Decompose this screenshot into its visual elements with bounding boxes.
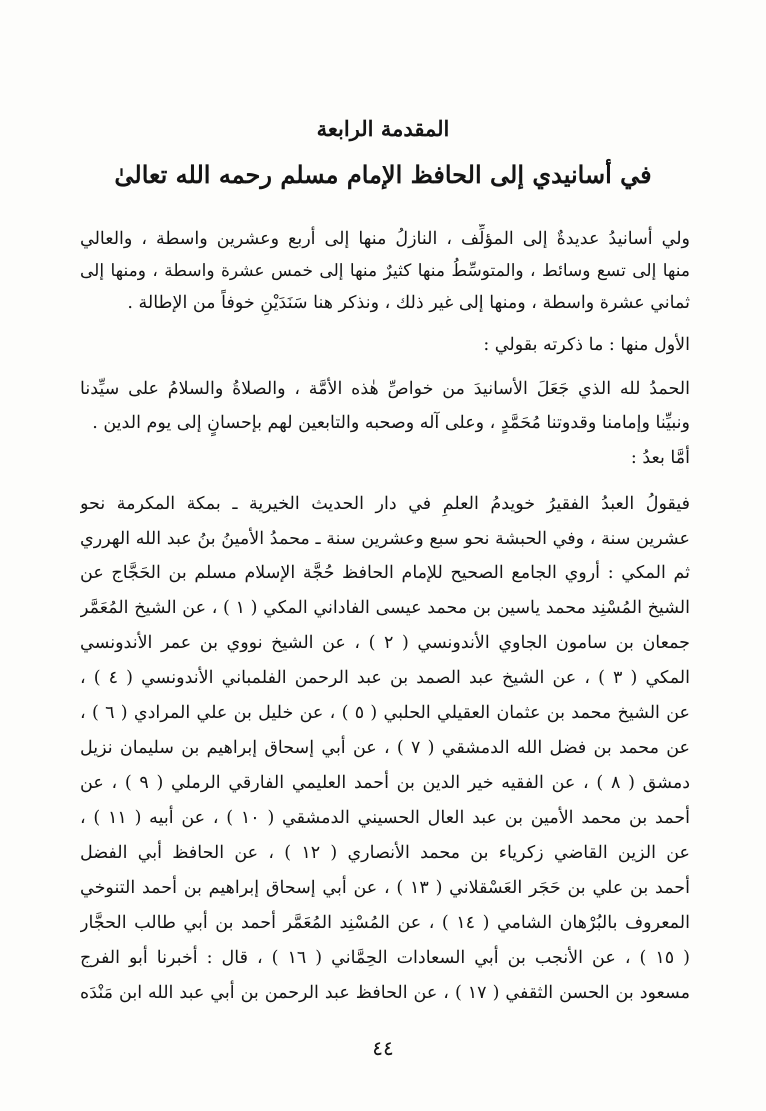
paragraph-3-line: الشيخ المُسْنِد محمد ياسين بن محمد عيسى الفاداني المكي ( ١ ) ، عن الشيخ المُعَمَّر — [80, 598, 690, 618]
paragraph-3-line: عن محمد بن فضل الله الدمشقي ( ٧ ) ، عن أبي إسحاق إبراهيم بن سليمان نزيل — [80, 738, 690, 758]
paragraph-2-line: ونبيِّنا وإمامنا وقدوتنا مُحَمَّدٍ ، وعلى آله وصحبه والتابعين لهم بإحسانٍ إلى يوم الدين . — [92, 413, 690, 433]
first-chain-label: الأول منها : ما ذكرته بقولي : — [483, 335, 690, 355]
paragraph-3-line: المعروف بالبُرْهان الشامي ( ١٤ ) ، عن المُسْنِد المُعَمَّر أحمد بن أبي طالب الحجَّار — [80, 913, 690, 933]
paragraph-3-line: المكي ( ٣ ) ، عن الشيخ عبد الصمد بن عبد الرحمن الفلمباني الأندونسي ( ٤ ) ، — [80, 668, 690, 688]
paragraph-3-line: ثم المكي : أروي الجامع الصحيح للإمام الحافظ حُجَّة الإسلام مسلم بن الحَجَّاج عن — [80, 563, 690, 583]
paragraph-3-line: عن الزين القاضي زكرياء بن محمد الأنصاري ( ١٢ ) ، عن الحافظ أبي الفضل — [80, 843, 690, 863]
paragraph-1-line: منها إلى تسع وسائط ، والمتوسِّطُ منها كثيرٌ منها إلى خمس عشرة واسطة ، ومنها إلى — [80, 261, 690, 281]
page-number: ٤٤ — [372, 1036, 394, 1060]
paragraph-1-line: ولي أسانيدُ عديدةٌ إلى المؤلِّف ، النازلُ منها إلى أربع وعشرين واسطة ، والعالي — [80, 229, 690, 249]
section-title: المقدمة الرابعة — [316, 116, 450, 141]
paragraph-3-line: جمعان بن سامون الجاوي الأندونسي ( ٢ ) ، عن الشيخ نووي بن عمر الأندونسي — [80, 633, 690, 653]
section-subtitle: في أسانيدي إلى الحافظ الإمام مسلم رحمه الله تعالىٰ — [114, 160, 652, 189]
paragraph-3-line: دمشق ( ٨ ) ، عن الفقيه خير الدين بن أحمد العليمي الفارقي الرملي ( ٩ ) ، عن — [80, 773, 690, 793]
paragraph-1-line: ثماني عشرة واسطة ، ومنها إلى غير ذلك ، ونذكر هنا سَنَدَيْنِ خوفاً من الإطالة . — [127, 293, 690, 313]
paragraph-2-line: الحمدُ لله الذي جَعَلَ الأسانيدَ من خواصِّ هٰذه الأمَّة ، والصلاةُ والسلامُ على سيِّدنا — [80, 379, 690, 399]
amma-badu: أمَّا بعدُ : — [630, 448, 690, 468]
paragraph-3-line: عن الشيخ محمد بن عثمان العقيلي الحلبي ( ٥ ) ، عن خليل بن علي المرادي ( ٦ ) ، — [80, 703, 690, 723]
paragraph-3-line: عشرين سنة ، وفي الحبشة نحو سبع وعشرين سنة ـ محمدُ الأمينُ بنُ عبد الله الهرري — [80, 529, 690, 549]
paragraph-3-line: أحمد بن علي بن حَجَر العَسْقلاني ( ١٣ ) ، عن أبي إسحاق إبراهيم بن أحمد التنوخي — [80, 878, 690, 898]
paragraph-3-line: فيقولُ العبدُ الفقيرُ خويدمُ العلمِ في دار الحديث الخيرية ـ بمكة المكرمة نحو — [80, 494, 690, 514]
paragraph-3-line: مسعود بن الحسن الثقفي ( ١٧ ) ، عن الحافظ عبد الرحمن بن أبي عبد الله ابن مَنْدَه — [80, 983, 690, 1003]
paragraph-3-line: ( ١٥ ) ، عن الأنجب بن أبي السعادات الحِمَّاني ( ١٦ ) ، قال : أخبرنا أبو الفرج — [80, 948, 690, 968]
paragraph-3-line: أحمد بن محمد الأمين بن عبد العال الحسيني الدمشقي ( ١٠ ) ، عن أبيه ( ١١ ) ، — [80, 808, 690, 828]
